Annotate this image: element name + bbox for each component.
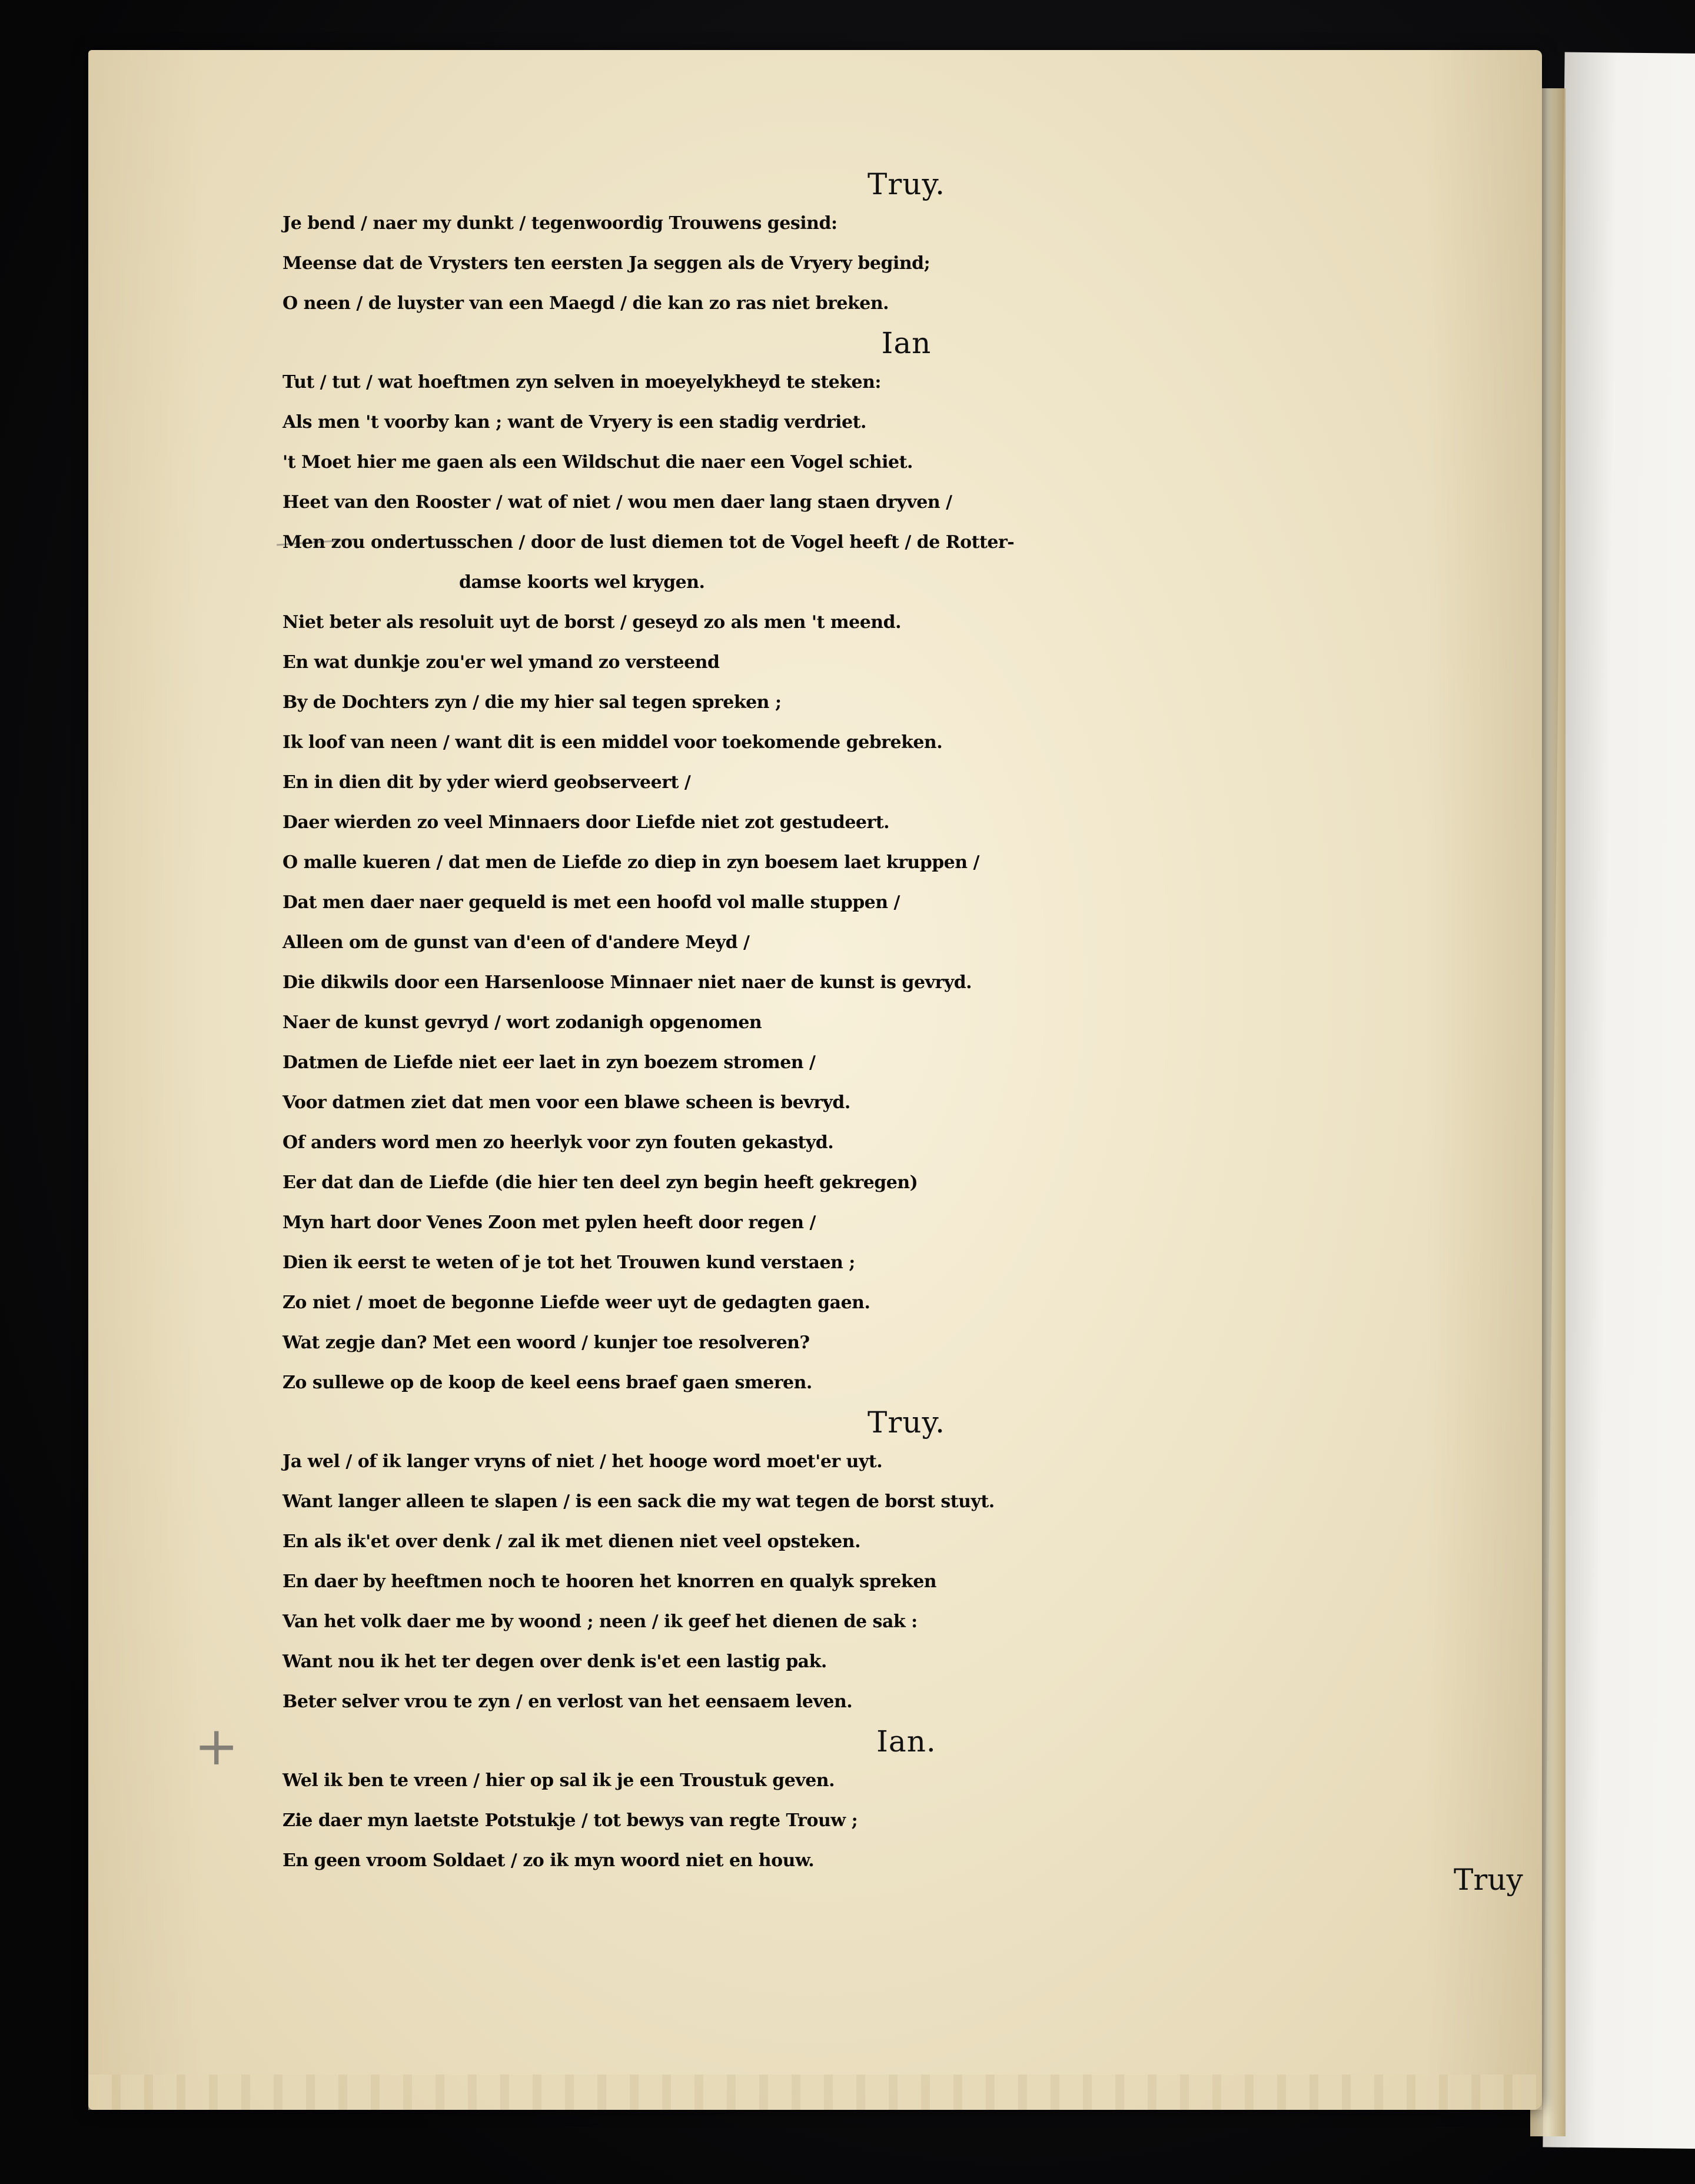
verse-line: By de Dochters zyn / die my hier sal tegen spreken ; bbox=[282, 692, 782, 713]
verse-line: Of anders word men zo heerlyk voor zyn fouten gekastyd. bbox=[282, 1132, 834, 1153]
stanza-3 bbox=[282, 1442, 1530, 1722]
verse-line: Myn hart door Venes Zoon met pylen heeft door regen / bbox=[282, 1212, 816, 1233]
verse-line: Want nou ik het ter degen over denk is'et een lastig pak. bbox=[282, 1651, 827, 1672]
speaker-heading: Truy. bbox=[868, 1405, 945, 1440]
verse-line: Zo niet / moet de begonne Liefde weer uyt de gedagten gaen. bbox=[282, 1292, 870, 1313]
verse-line: Want langer alleen te slapen / is een sack die my wat tegen de borst stuyt. bbox=[282, 1491, 995, 1512]
verse-line: Je bend / naer my dunkt / tegenwoordig Trouwens gesind: bbox=[282, 213, 837, 234]
verse-line: Eer dat dan de Liefde (die hier ten deel zyn begin heeft gekregen) bbox=[282, 1172, 918, 1193]
verse-line: O neen / de luyster van een Maegd / die kan zo ras niet breken. bbox=[282, 293, 889, 314]
facing-page bbox=[1543, 52, 1695, 2149]
verse-line: 't Moet hier me gaen als een Wildschut die naer een Vogel schiet. bbox=[282, 452, 913, 473]
verse-line: Naer de kunst gevryd / wort zodanigh opgenomen bbox=[282, 1012, 762, 1033]
verse-line: Ik loof van neen / want dit is een middel voor toekomende gebreken. bbox=[282, 732, 943, 753]
speaker-heading: Ian bbox=[881, 326, 932, 360]
page-bottom-edge bbox=[88, 2075, 1542, 2110]
verse-line: En als ik'et over denk / zal ik met dienen niet veel opsteken. bbox=[282, 1531, 861, 1552]
verse-line: Ja wel / of ik langer vryns of niet / het hooge word moet'er uyt. bbox=[282, 1451, 883, 1472]
verse-line: Meense dat de Vrysters ten eersten Ja seggen als de Vryery begind; bbox=[282, 253, 930, 274]
page-text bbox=[282, 165, 1530, 1881]
verse-line: O malle kueren / dat men de Liefde zo diep in zyn boesem laet kruppen / bbox=[282, 852, 979, 873]
verse-line: En geen vroom Soldaet / zo ik myn woord niet en houw. bbox=[282, 1850, 815, 1871]
verse-line: Dien ik eerst te weten of je tot het Trouwen kund verstaen ; bbox=[282, 1252, 855, 1273]
catchword: Truy bbox=[1454, 1863, 1523, 1897]
verse-line: Dat men daer naer gequeld is met een hoofd vol malle stuppen / bbox=[282, 892, 900, 913]
verse-line: Beter selver vrou te zyn / en verlost van het eensaem leven. bbox=[282, 1691, 853, 1712]
verse-line: Zo sullewe op de koop de keel eens braef gaen smeren. bbox=[282, 1372, 812, 1393]
verse-line: En in dien dit by yder wierd geobserveert / bbox=[282, 772, 691, 793]
speaker-heading: Ian. bbox=[876, 1724, 936, 1758]
stanza-1 bbox=[282, 204, 1530, 324]
verse-line: Voor datmen ziet dat men voor een blawe scheen is bevryd. bbox=[282, 1092, 850, 1113]
verse-line: Wel ik ben te vreen / hier op sal ik je een Troustuk geven. bbox=[282, 1770, 835, 1791]
pencil-annotation-mark: + bbox=[194, 1716, 239, 1777]
verse-line: Die dikwils door een Harsenloose Minnaer niet naer de kunst is gevryd. bbox=[282, 972, 972, 993]
verse-line: Alleen om de gunst van d'een of d'andere Meyd / bbox=[282, 932, 750, 953]
verse-line: En wat dunkje zou'er wel ymand zo versteend bbox=[282, 652, 720, 673]
verse-line: Men zou ondertusschen / door de lust diemen tot de Vogel heeft / de Rotter- bbox=[282, 532, 1015, 553]
verse-line: Tut / tut / wat hoeftmen zyn selven in moeyelykheyd te steken: bbox=[282, 372, 882, 393]
stanza-2 bbox=[282, 363, 1530, 1403]
verse-line: Van het volk daer me by woond ; neen / ik geef het dienen de sak : bbox=[282, 1611, 918, 1632]
verse-line: Daer wierden zo veel Minnaers door Liefde niet zot gestudeert. bbox=[282, 812, 890, 833]
verse-line: Datmen de Liefde niet eer laet in zyn boezem stromen / bbox=[282, 1052, 816, 1073]
verse-line: Heet van den Rooster / wat of niet / wou men daer lang staen dryven / bbox=[282, 492, 952, 513]
speaker-heading: Truy. bbox=[868, 167, 945, 201]
verse-line: Zie daer myn laetste Potstukje / tot bewys van regte Trouw ; bbox=[282, 1810, 858, 1831]
verse-line: Wat zegje dan? Met een woord / kunjer toe resolveren? bbox=[282, 1332, 810, 1353]
verse-line: En daer by heeftmen noch te hooren het knorren en qualyk spreken bbox=[282, 1571, 937, 1592]
stanza-4 bbox=[282, 1761, 1530, 1881]
verse-line: Als men 't voorby kan ; want de Vryery is een stadig verdriet. bbox=[282, 412, 866, 433]
verse-line: Niet beter als resoluit uyt de borst / geseyd zo als men 't meend. bbox=[282, 612, 902, 633]
verse-line-continuation: damse koorts wel krygen. bbox=[459, 572, 705, 593]
